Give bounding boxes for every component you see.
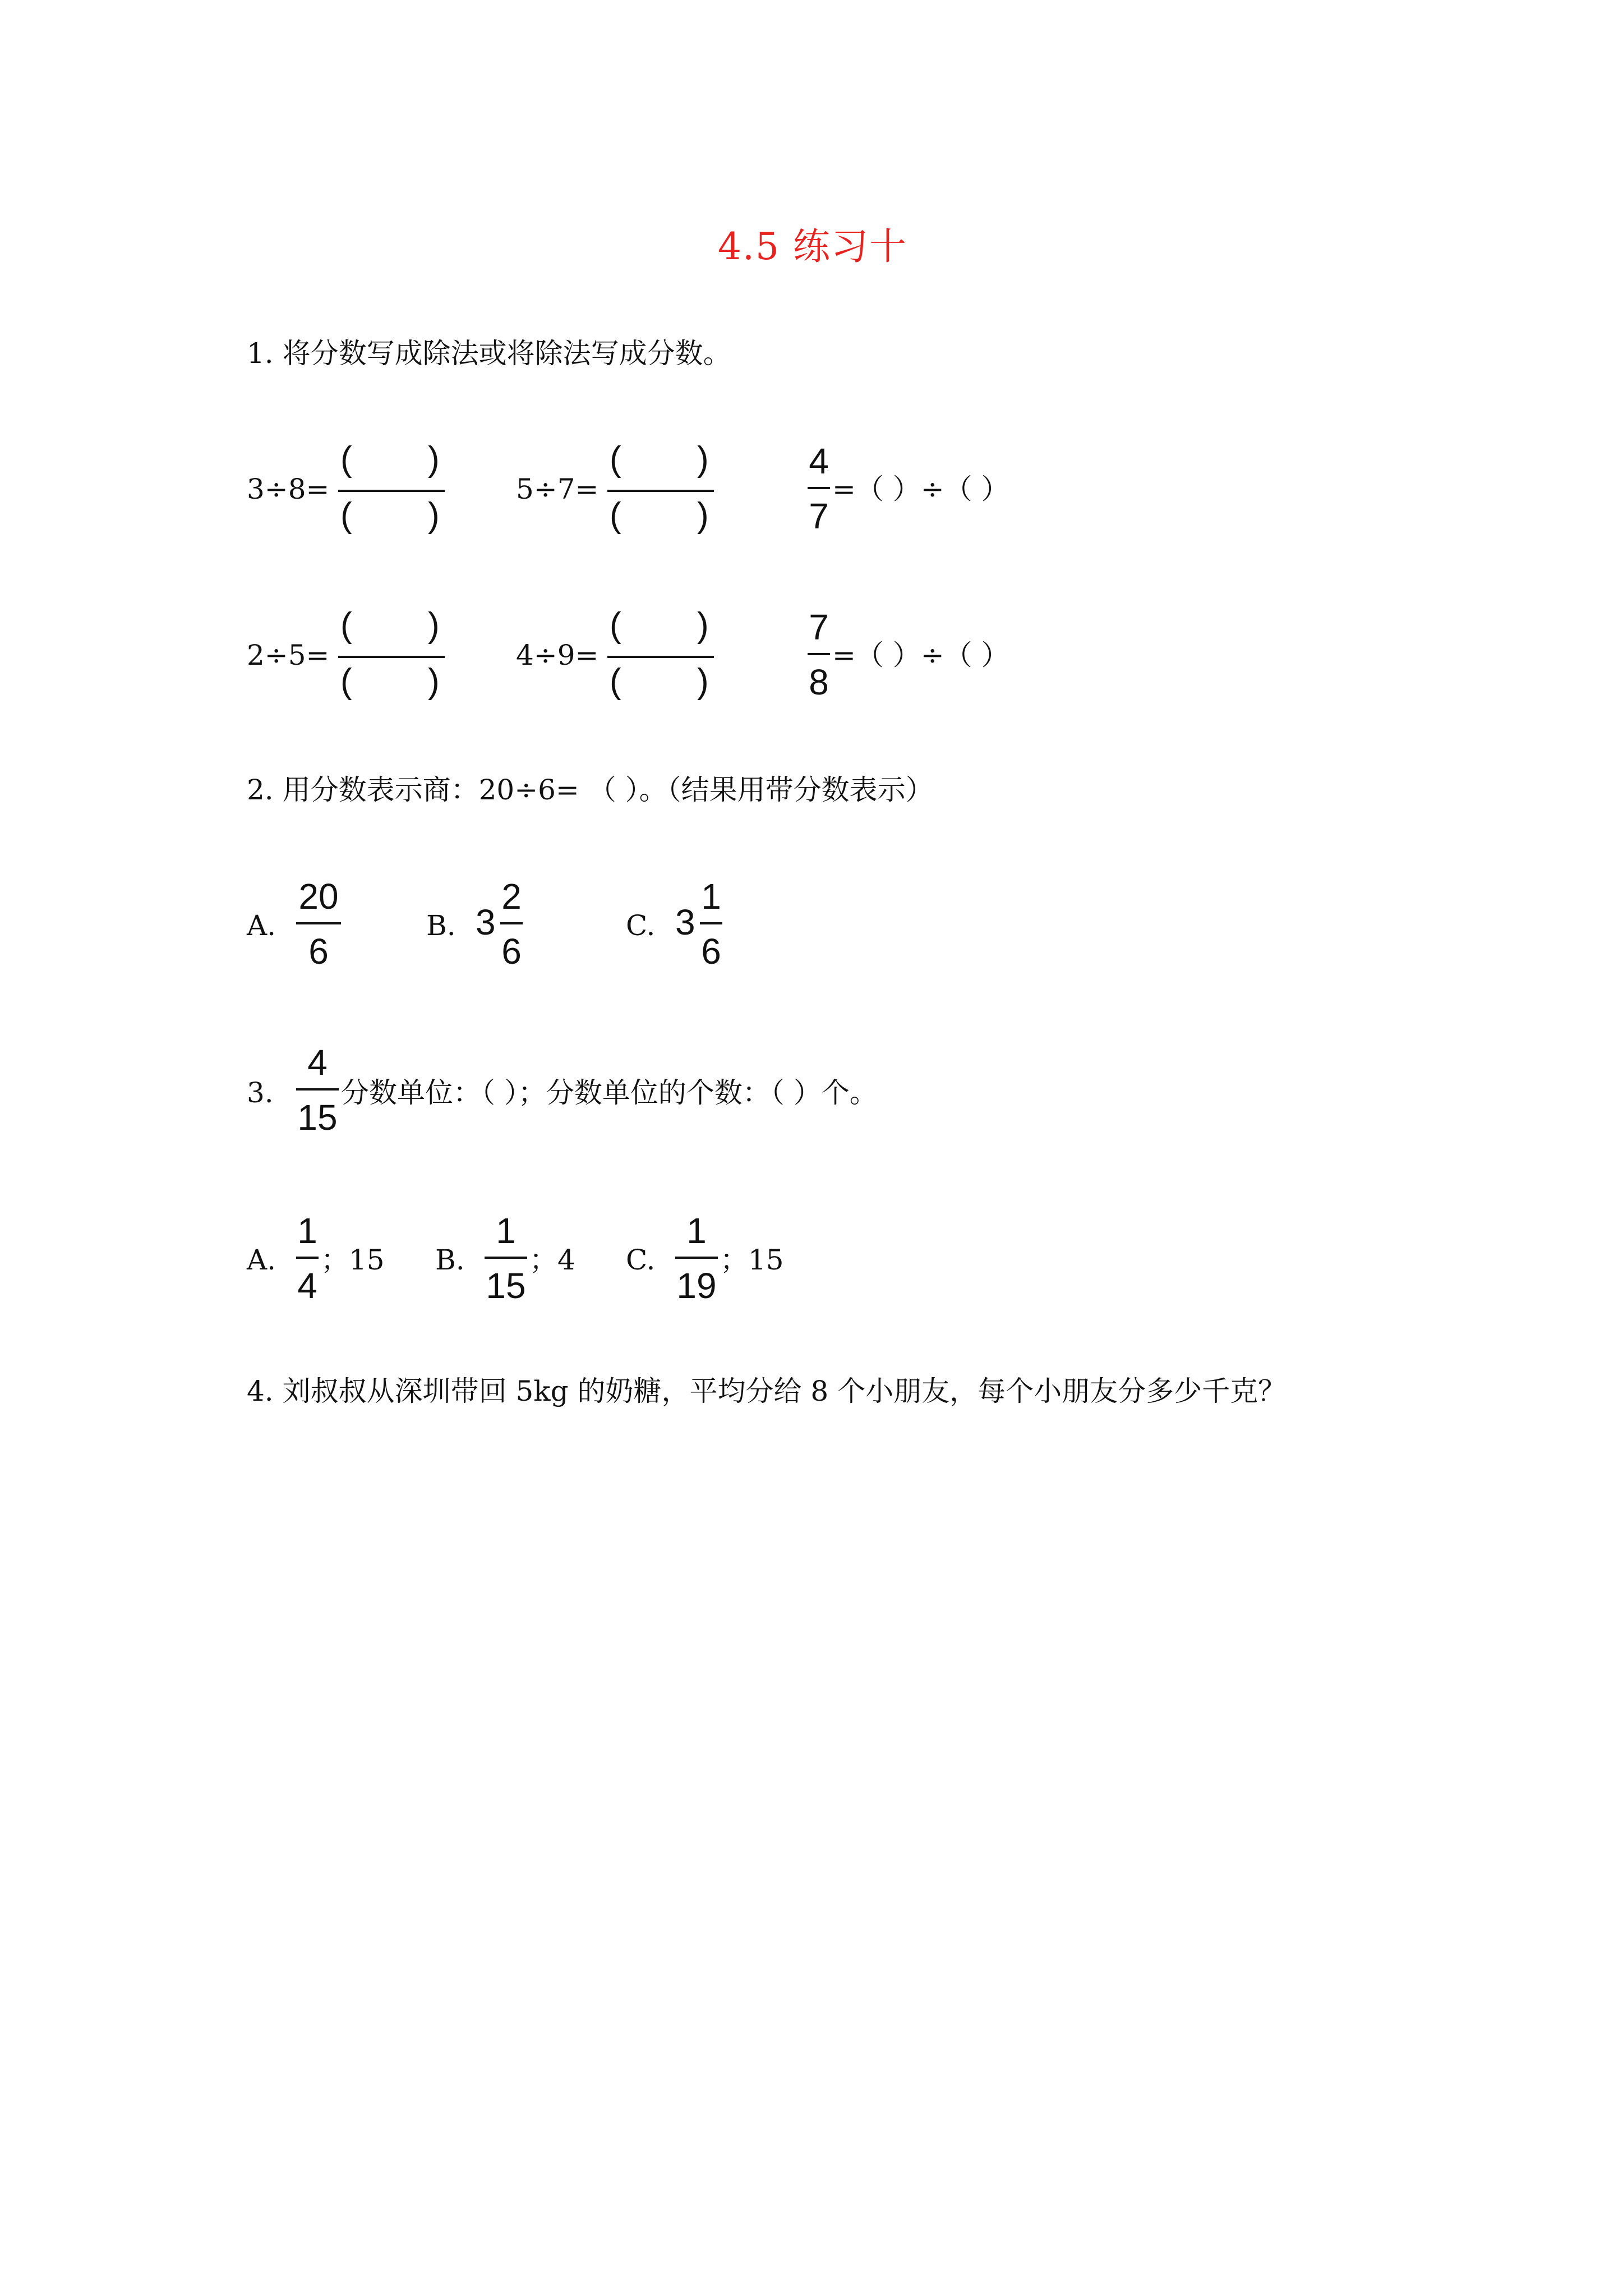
- paren-open: (: [610, 606, 621, 645]
- numerator: 20: [298, 876, 339, 917]
- numerator: 1: [297, 1211, 317, 1251]
- paren-open: (: [340, 496, 352, 535]
- paren-open: (: [610, 496, 621, 535]
- page-title: 4.5 练习十: [718, 225, 907, 268]
- numerator: 1: [686, 1211, 707, 1251]
- paren-close: ): [428, 606, 440, 645]
- fraction-bar: [485, 1257, 527, 1259]
- paren-open: (: [340, 662, 352, 701]
- fraction-bar: [338, 656, 445, 658]
- denominator: 6: [501, 931, 522, 972]
- q3-option-c-fraction: [675, 1213, 718, 1304]
- paren-open: (: [610, 440, 621, 478]
- question-4-prompt: 4. 刘叔叔从深圳带回 5kg 的奶糖，平均分给 8 个小朋友，每个小朋友分多少千克？: [247, 1375, 1287, 1407]
- denominator: 4: [297, 1266, 317, 1306]
- q1-row1-tail-c: =（ ）÷（ ）: [832, 473, 1009, 505]
- q1-row1-blank-fraction-a[interactable]: [338, 442, 445, 537]
- fraction-bar: [500, 922, 523, 924]
- q3-option-c-label[interactable]: C.: [626, 1244, 656, 1276]
- q2-option-a-fraction: [296, 876, 341, 972]
- q3-option-a-label[interactable]: A.: [247, 1244, 276, 1276]
- q2-option-b-whole: 3: [476, 902, 496, 942]
- fraction-bar: [296, 1088, 339, 1091]
- q3-option-a-fraction: [296, 1213, 319, 1304]
- q2-option-c-fraction: [700, 876, 722, 972]
- q3-option-a-tail: ；15: [321, 1244, 385, 1276]
- paren-close: ): [697, 496, 709, 535]
- question-3-prompt: 分数单位：（ ）；分数单位的个数：（ ）个。: [341, 1076, 878, 1109]
- numerator: 4: [809, 441, 829, 481]
- fraction-bar: [675, 1257, 718, 1259]
- q3-fraction: [296, 1042, 339, 1138]
- question-1-prompt: 1. 将分数写成除法或将除法写成分数。: [247, 337, 731, 370]
- numerator: 2: [501, 876, 522, 917]
- numerator: 7: [809, 607, 829, 647]
- numerator: 1: [701, 876, 721, 917]
- q1-row2-fraction-c: [808, 609, 830, 700]
- fraction-bar: [700, 922, 722, 924]
- question-3-number: 3.: [247, 1076, 274, 1109]
- paren-close: ): [428, 662, 440, 701]
- q1-row2-blank-fraction-b[interactable]: [607, 608, 714, 703]
- fraction-bar: [607, 490, 714, 492]
- paren-close: ): [697, 440, 709, 478]
- denominator: 15: [297, 1097, 338, 1138]
- denominator: 6: [308, 931, 329, 972]
- q2-option-c-whole: 3: [675, 902, 695, 942]
- paren-close: ): [697, 606, 709, 645]
- q1-row2-expr-a: 2÷5=: [247, 639, 330, 671]
- q2-option-a-label[interactable]: A.: [247, 909, 276, 942]
- q3-option-b-fraction: [485, 1213, 527, 1304]
- fraction-bar: [296, 922, 341, 924]
- denominator: 6: [701, 931, 721, 972]
- paren-close: ): [697, 662, 709, 701]
- q1-row1-expr-a: 3÷8=: [247, 473, 330, 505]
- denominator: 7: [809, 496, 829, 536]
- fraction-bar: [607, 656, 714, 658]
- q1-row2-blank-fraction-a[interactable]: [338, 608, 445, 703]
- paren-close: ): [428, 496, 440, 535]
- q3-option-b-label[interactable]: B.: [435, 1244, 465, 1276]
- q1-row2-tail-c: =（ ）÷（ ）: [832, 639, 1009, 671]
- q1-row1-fraction-c: [808, 443, 830, 534]
- denominator: 8: [809, 662, 829, 702]
- numerator: 1: [496, 1211, 516, 1251]
- denominator: 15: [486, 1266, 526, 1306]
- question-2-prompt: 2. 用分数表示商：20÷6= （ ）。（结果用带分数表示）: [247, 774, 934, 806]
- q2-option-b-fraction: [500, 876, 523, 972]
- q1-row1-expr-b: 5÷7=: [516, 473, 599, 505]
- q3-option-c-tail: ；15: [720, 1244, 784, 1276]
- fraction-bar: [808, 653, 830, 655]
- paren-open: (: [340, 606, 352, 645]
- denominator: 19: [676, 1266, 717, 1306]
- fraction-bar: [338, 490, 445, 492]
- numerator: 4: [307, 1042, 328, 1083]
- q2-option-c-label[interactable]: C.: [626, 909, 656, 942]
- fraction-bar: [296, 1257, 319, 1259]
- fraction-bar: [808, 487, 830, 489]
- q1-row2-expr-b: 4÷9=: [516, 639, 599, 671]
- paren-close: ): [428, 440, 440, 478]
- q3-option-b-tail: ；4: [529, 1244, 575, 1276]
- q2-option-b-label[interactable]: B.: [426, 909, 456, 942]
- paren-open: (: [340, 440, 352, 478]
- paren-open: (: [610, 662, 621, 701]
- q1-row1-blank-fraction-b[interactable]: [607, 442, 714, 537]
